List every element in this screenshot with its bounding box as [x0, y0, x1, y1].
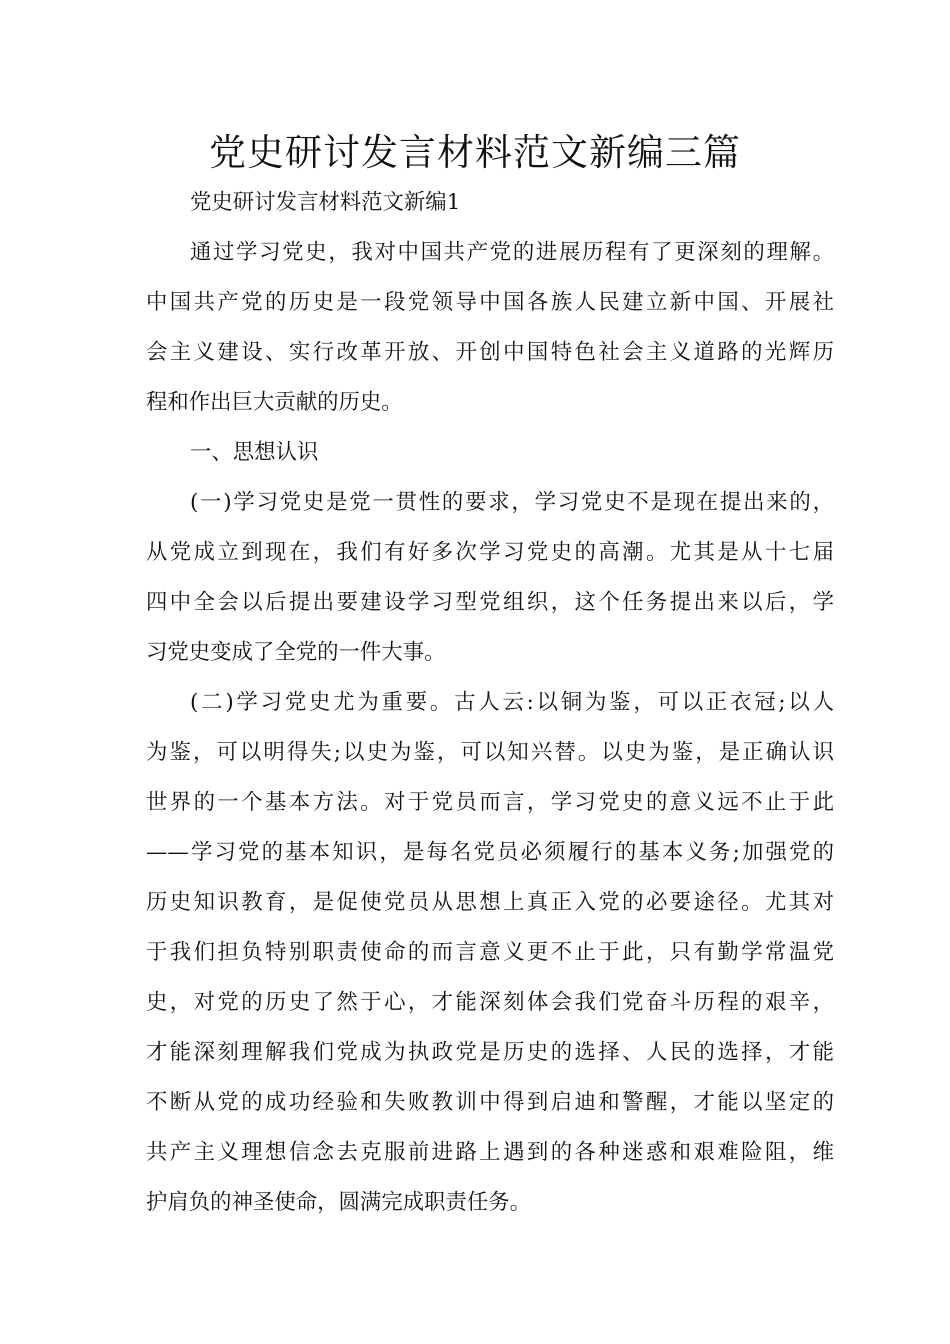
- text-line: 一、思想认识: [190, 440, 319, 465]
- text-line: 通过学习党史，我对中国共产党的进展历程有了更深刻的理解。: [190, 240, 834, 265]
- text-line: 党史研讨发言材料范文新编1: [190, 190, 461, 215]
- text-line: 从党成立到现在，我们有好多次学习党史的高潮。尤其是从十七届: [146, 540, 834, 565]
- text-line: 历史知识教育，是促使党员从思想上真正入党的必要途径。尤其对: [146, 890, 834, 915]
- text-line: 史，对党的历史了然于心，才能深刻体会我们党奋斗历程的艰辛，: [146, 990, 834, 1015]
- text-line: 不断从党的成功经验和失败教训中得到启迪和警醒，才能以坚定的: [146, 1090, 834, 1115]
- text-line: 为鉴，可以明得失;以史为鉴，可以知兴替。以史为鉴，是正确认识: [146, 740, 834, 765]
- text-line: 世界的一个基本方法。对于党员而言，学习党史的意义远不止于此: [146, 790, 834, 815]
- text-line: 四中全会以后提出要建设学习型党组织，这个任务提出来以后，学: [146, 590, 834, 615]
- text-line: 于我们担负特别职责使命的而言意义更不止于此，只有勤学常温党: [146, 940, 834, 965]
- text-line: 习党史变成了全党的一件大事。: [146, 640, 446, 665]
- text-line: 共产主义理想信念去克服前进路上遇到的各种迷惑和艰难险阻，维: [146, 1140, 834, 1165]
- text-line: (二)学习党史尤为重要。古人云:以铜为鉴，可以正衣冠;以人: [190, 690, 834, 715]
- text-line: ——学习党的基本知识，是每名党员必须履行的基本义务;加强党的: [146, 840, 834, 865]
- text-line: 才能深刻理解我们党成为执政党是历史的选择、人民的选择，才能: [146, 1040, 834, 1065]
- text-line: 会主义建设、实行改革开放、开创中国特色社会主义道路的光辉历: [146, 340, 834, 365]
- text-line: 程和作出巨大贡献的历史。: [146, 390, 403, 415]
- text-line: 中国共产党的历史是一段党领导中国各族人民建立新中国、开展社: [146, 290, 834, 315]
- document-title: 党史研讨发言材料范文新编三篇: [209, 131, 741, 174]
- text-line: (一)学习党史是党一贯性的要求，学习党史不是现在提出来的，: [190, 490, 834, 515]
- text-line: 护肩负的神圣使命，圆满完成职责任务。: [146, 1190, 532, 1215]
- document-body: [146, 178, 834, 1228]
